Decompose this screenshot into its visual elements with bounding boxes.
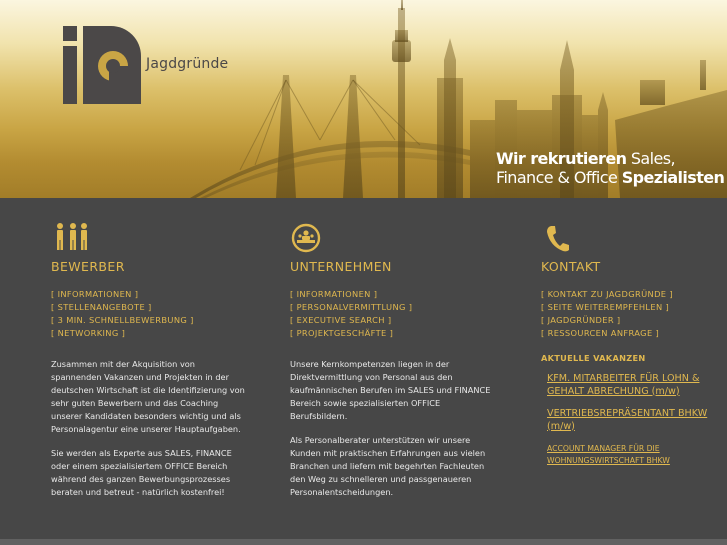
slogan-line-1	[496, 149, 675, 168]
vacancies-title: AKTUELLE VAKANZEN	[541, 353, 646, 363]
kontakt-title: KONTAKT	[541, 259, 601, 274]
bewerber-paragraph: Sie werden als Experte aus SALES, FINANCE oder einem spezialisiertem OFFICE Bereich während des ganzen Bewerbungsprozesses beraten und betreut - natürlich kostenfrei!	[51, 448, 232, 497]
link-informationen[interactable]: [ INFORMATIONEN ]	[290, 289, 378, 299]
phone-icon	[541, 222, 573, 254]
link-jagdgruender[interactable]: [ JAGDGRÜNDER ]	[541, 315, 621, 325]
bewerber-paragraph: Zusammen mit der Akquisition von spannenden Vakanzen und Projekten in der deutschen Wirtschaft ist die Identifizierung von sehr guten Bewerbern und das Coaching unserer Kandidaten besonders wichtig und als Personalagentur eine unserer Hauptaufgaben.	[51, 359, 245, 434]
ig-logo[interactable]	[63, 26, 145, 104]
bewerber-title: BEWERBER	[51, 259, 125, 274]
vacancy-link[interactable]: VERTRIEBSREPRÄSENTANT BHKW (m/w)	[547, 408, 708, 432]
unternehmen-paragraph: Als Personalberater unterstützen wir unsere Kunden mit praktischen Erfahrungen aus vielen Branchen und liefern mit begehrten Fachleuten den Weg zu schnelleren und passgenaueren Personalentscheidungen.	[290, 435, 486, 497]
link-weiterempfehlen[interactable]: [ SEITE WEITEREMPFEHLEN ]	[541, 302, 670, 312]
vacancy-link[interactable]: ACCOUNT MANAGER FÜR DIE WOHNUNGSWIRTSCHAFT BHKW	[547, 444, 670, 465]
vacancy-link[interactable]: KFM. MITARBEITER FÜR LOHN & GEHALT ABRECHUNG (m/w)	[547, 373, 700, 397]
unternehmen-column	[290, 222, 500, 499]
brand-name: Jagdgründe	[146, 56, 229, 72]
slogan-line-2	[496, 168, 724, 187]
link-ressourcen-anfrage[interactable]: [ RESSOURCEN ANFRAGE ]	[541, 328, 660, 338]
slogan-bold-2: Spezialisten	[621, 168, 725, 187]
link-informationen[interactable]: [ INFORMATIONEN ]	[51, 289, 139, 299]
meeting-icon	[290, 222, 322, 254]
unternehmen-title: UNTERNEHMEN	[290, 259, 392, 274]
bewerber-column	[51, 222, 246, 499]
link-networking[interactable]: [ NETWORKING ]	[51, 328, 126, 338]
bewerber-links	[51, 288, 246, 340]
people-icon	[51, 222, 91, 254]
header-banner	[0, 0, 727, 198]
slogan-bold-1: Wir rekrutieren	[496, 149, 627, 168]
unternehmen-paragraph: Unsere Kernkompetenzen liegen in der Direktvermittlung von Personal aus den kaufmännischen Berufen im SALES und FINANCE Bereich sowie spezialisierten OFFICE Berufsbildern.	[290, 359, 491, 421]
kontakt-column	[541, 222, 711, 467]
link-schnellbewerbung[interactable]: [ 3 MIN. SCHNELLBEWERBUNG ]	[51, 315, 194, 325]
link-stellenangebote[interactable]: [ STELLENANGEBOTE ]	[51, 302, 152, 312]
link-personalvermittlung[interactable]: [ PERSONALVERMITTLUNG ]	[290, 302, 413, 312]
link-projektgeschaefte[interactable]: [ PROJEKTGESCHÄFTE ]	[290, 328, 394, 338]
slogan-rest-1: Sales,	[626, 149, 675, 168]
slogan-regular-2: Finance & Office	[496, 168, 622, 187]
link-executive-search[interactable]: [ EXECUTIVE SEARCH ]	[290, 315, 392, 325]
link-kontakt[interactable]: [ KONTAKT ZU JAGDGRÜNDE ]	[541, 289, 673, 299]
unternehmen-links	[290, 288, 500, 340]
vacancies-list	[541, 373, 711, 467]
kontakt-links	[541, 288, 711, 340]
footer-bar	[0, 539, 727, 545]
